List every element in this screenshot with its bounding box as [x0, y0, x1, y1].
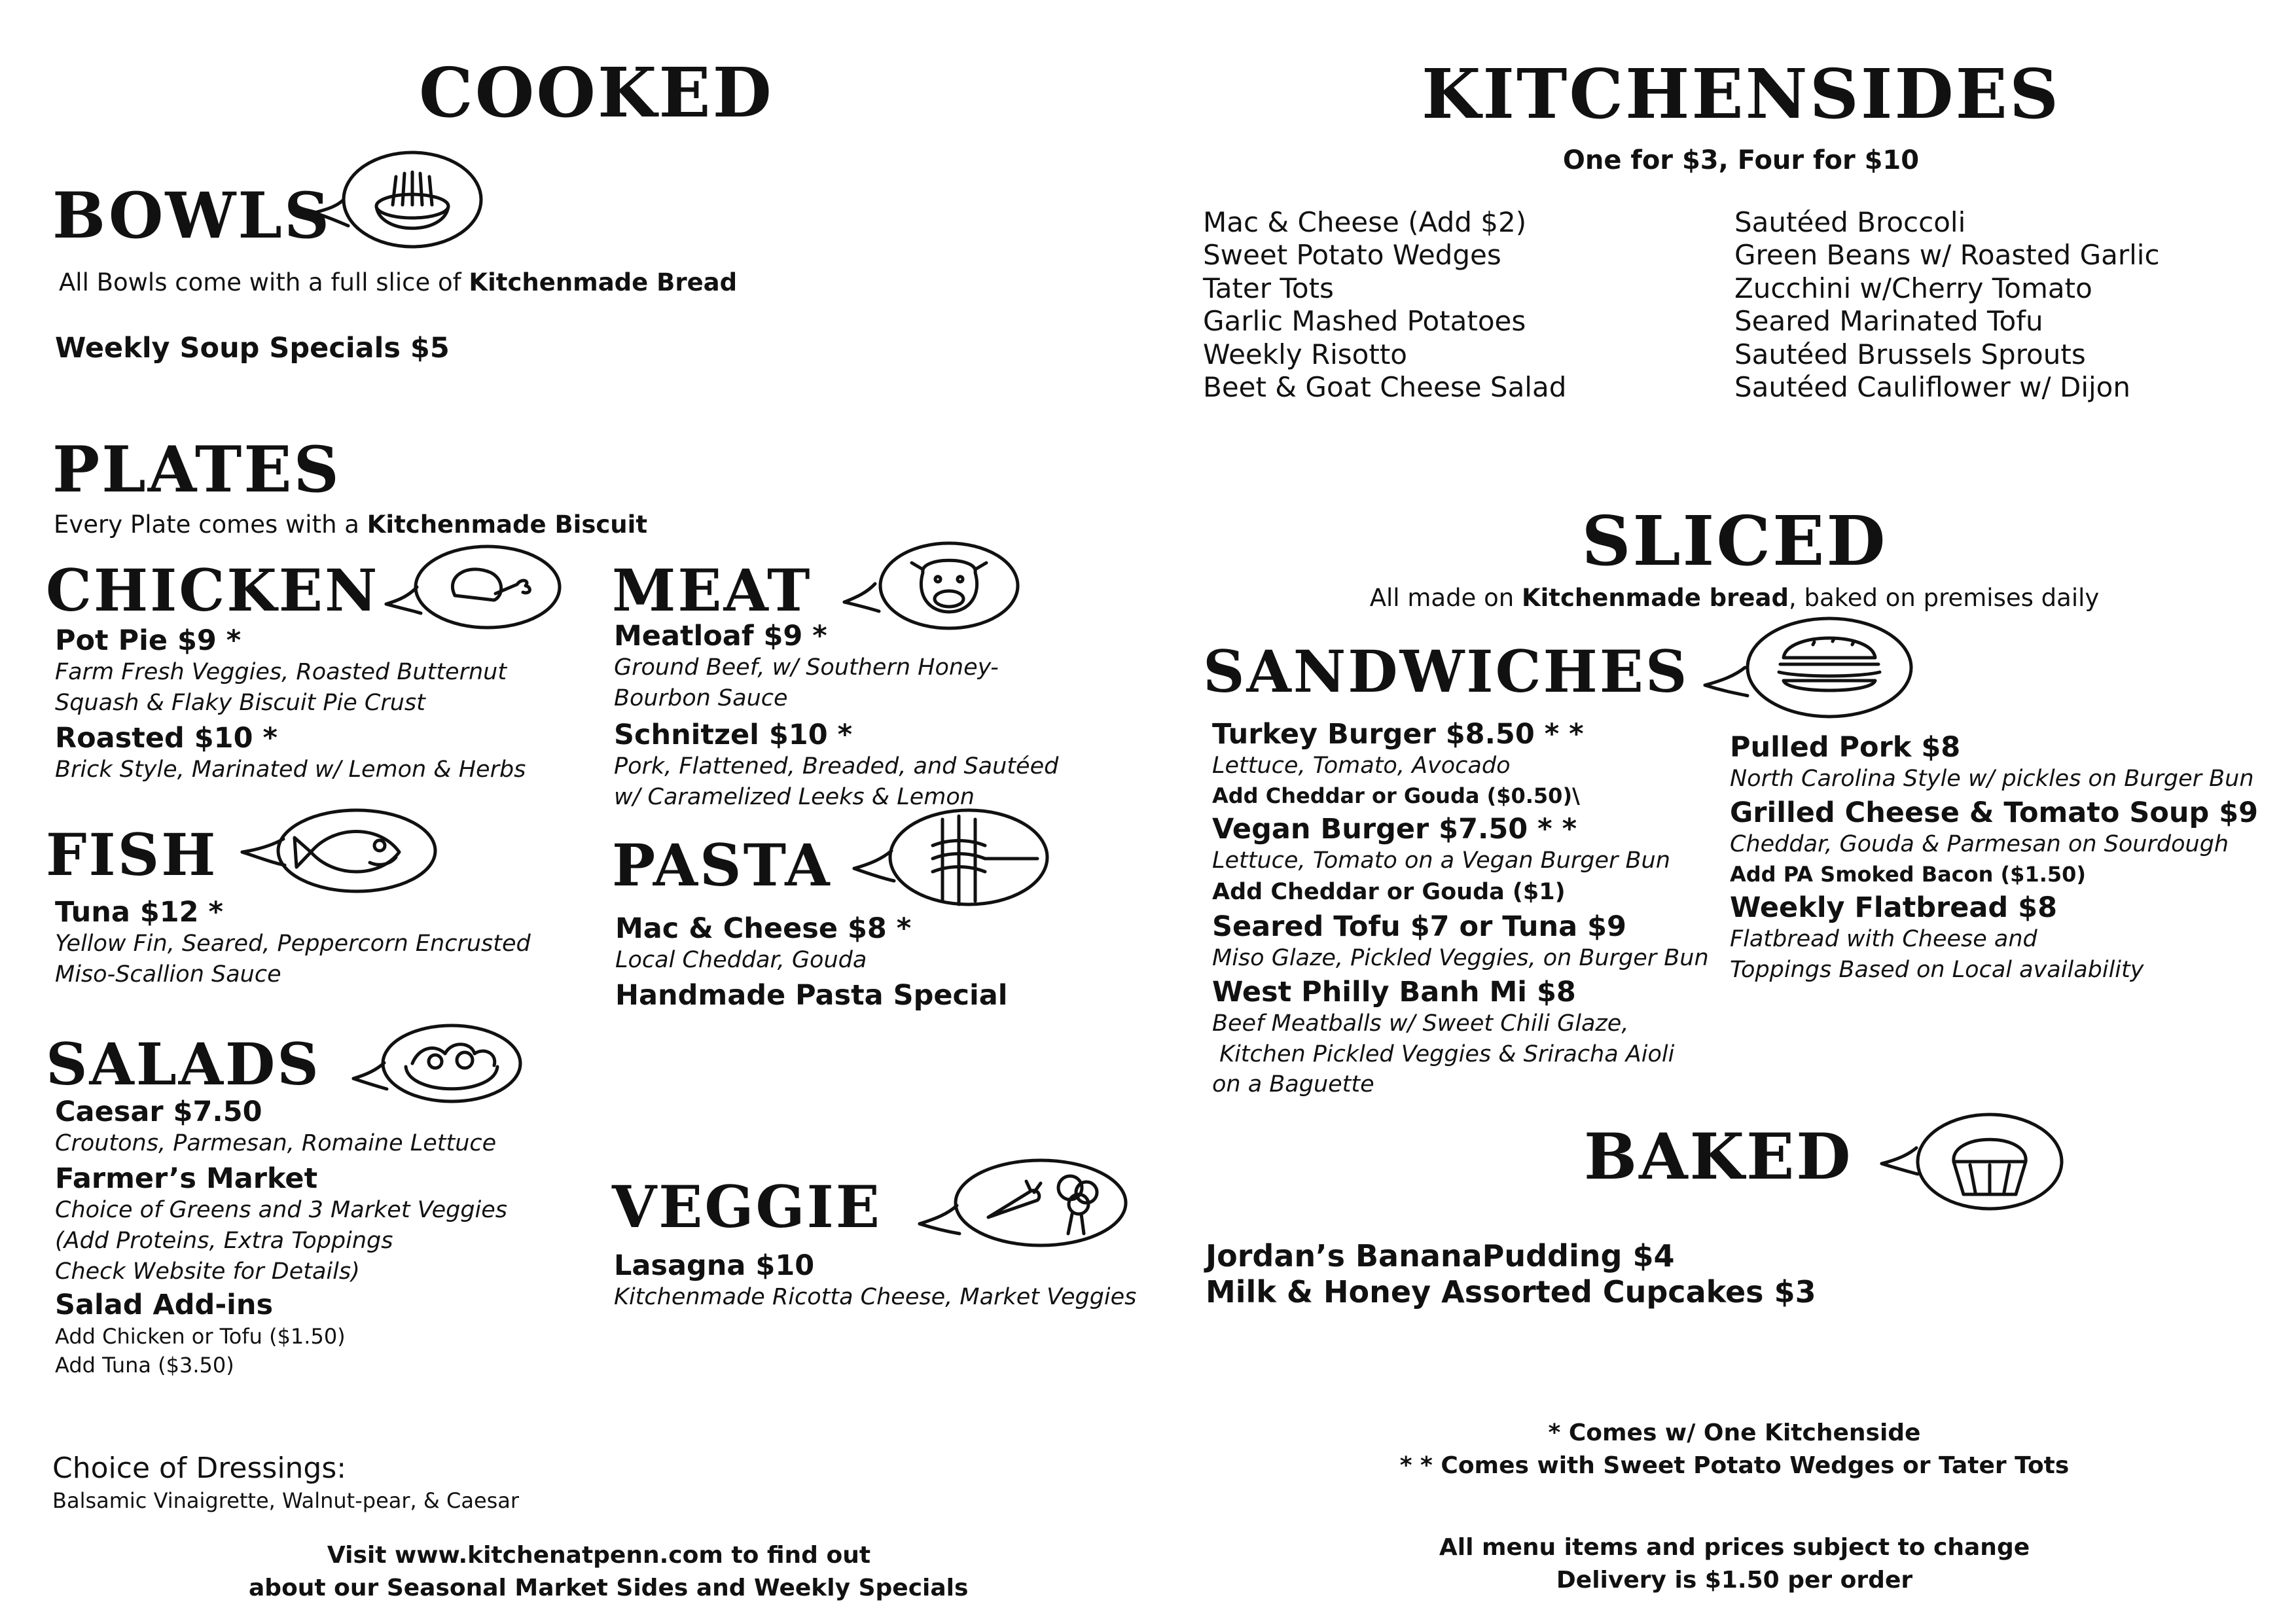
dressings [52, 1452, 519, 1516]
bowls-note: All Bowls come with a full slice of Kitchenmade Bread [59, 268, 738, 296]
sandwich-icon [1702, 612, 1918, 723]
menu-item-name: Grilled Cheese & Tomato Soup $9 [1730, 796, 2259, 829]
chicken-items [55, 625, 526, 785]
baked-items [1206, 1238, 1816, 1310]
menu-item-desc: Bourbon Sauce [614, 685, 788, 711]
menu-item-desc: Local Cheddar, Gouda [615, 947, 867, 974]
menu-item-name: Lasagna $10 [614, 1249, 815, 1282]
menu-item-name: Pulled Pork $8 [1730, 731, 1961, 764]
menu-item-name: Vegan Burger $7.50 * * [1212, 812, 1577, 846]
footnotes: * Comes w/ One Kitchenside * * Comes with Sweet Potato Wedges or Tater Tots [1399, 1419, 2070, 1480]
kitchensides-subtitle: One for $3, Four for $10 [1562, 145, 1920, 175]
side-item: Garlic Mashed Potatoes [1203, 305, 1526, 338]
menu-item-addon: Add Cheddar or Gouda ($1) [1212, 878, 1566, 905]
menu-item-name: Turkey Burger $8.50 * * [1212, 718, 1584, 751]
menu-item-addon: Add Cheddar or Gouda ($0.50)\ [1212, 783, 1580, 808]
pasta-items [615, 913, 1008, 1012]
visit-note: Visit www.kitchenatpenn.com to find out about our Seasonal Market Sides and Weekly Specials [249, 1542, 969, 1602]
menu-item-name: Jordan’s BananaPudding $4 [1206, 1238, 1675, 1274]
side-item: Sautéed Broccoli [1734, 206, 1966, 238]
menu-item-name: Farmer’s Market [55, 1162, 318, 1195]
meat-title: MEAT [612, 556, 812, 624]
menu-item-desc: Brick Style, Marinated w/ Lemon & Herbs [55, 756, 526, 783]
menu-item-name: Milk & Honey Assorted Cupcakes $3 [1206, 1274, 1816, 1310]
menu-item-desc: Beef Meatballs w/ Sweet Chili Glaze, [1212, 1010, 1629, 1037]
menu-item-desc: Choice of Greens and 3 Market Veggies [55, 1197, 508, 1224]
salad-addin: Add Chicken or Tofu ($1.50) [55, 1323, 346, 1349]
soup-bowl-icon [308, 147, 491, 252]
kitchensides-title: KITCHENSIDES [1421, 54, 2061, 134]
veggie-title: VEGGIE [612, 1173, 882, 1241]
menu-item-desc: Miso-Scallion Sauce [55, 961, 281, 988]
bowls-title: BOWLS [52, 179, 332, 253]
menu-item-desc: Farm Fresh Veggies, Roasted Butternut [55, 659, 507, 686]
side-item: Beet & Goat Cheese Salad [1203, 370, 1567, 403]
menu-item-desc: Kitchenmade Ricotta Cheese, Market Veggies [614, 1284, 1137, 1311]
menu-item-desc: Lettuce, Tomato on a Vegan Burger Bun [1212, 847, 1670, 874]
side-item: Mac & Cheese (Add $2) [1203, 206, 1527, 238]
veggie-items [614, 1250, 1136, 1313]
baked-title: BAKED [1584, 1120, 1853, 1194]
meat-items [614, 620, 1058, 812]
pasta-special: Handmade Pasta Special [615, 978, 1008, 1012]
chicken-leg-icon [383, 540, 573, 635]
sliced-title: SLICED [1581, 501, 1888, 581]
menu-item-desc: Toppings Based on Local availability [1730, 956, 2144, 983]
side-item: Seared Marinated Tofu [1734, 305, 2043, 338]
menu-item-name: West Philly Banh Mi $8 [1212, 975, 1576, 1008]
menu-item-desc: Flatbread with Cheese and [1730, 926, 2037, 953]
side-item: Sweet Potato Wedges [1203, 239, 1501, 272]
kitchensides-col1 [1203, 206, 1566, 404]
fish-title: FISH [46, 821, 218, 889]
cooked-title: COOKED [419, 52, 774, 133]
menu-item-desc: on a Baguette [1212, 1071, 1374, 1098]
menu-item-name: Schnitzel $10 * [614, 718, 853, 751]
menu-item-desc: (Add Proteins, Extra Toppings [55, 1227, 393, 1254]
cupcake-icon [1878, 1106, 2068, 1217]
menu-item-desc: Kitchen Pickled Veggies & Sriracha Aioli [1212, 1041, 1675, 1067]
sandwiches-title: SANDWICHES [1203, 637, 1689, 705]
menu-item-desc: Miso Glaze, Pickled Veggies, on Burger Bun [1212, 945, 1709, 972]
menu-item-desc: Yellow Fin, Seared, Peppercorn Encrusted [55, 931, 531, 957]
side-item: Tater Tots [1203, 272, 1334, 304]
dressings-title: Choice of Dressings: [52, 1452, 347, 1485]
side-item: Zucchini w/Cherry Tomato [1734, 272, 2092, 304]
menu-item-name: Pot Pie $9 * [55, 624, 242, 657]
menu-item-name: Weekly Flatbread $8 [1730, 891, 2058, 924]
kitchensides-col2 [1734, 206, 2160, 404]
side-item: Weekly Risotto [1203, 338, 1408, 370]
menu-item-name: Meatloaf $9 * [614, 620, 827, 652]
menu-item-desc: Pork, Flattened, Breaded, and Sautéed [614, 753, 1059, 779]
salad-addins-title: Salad Add-ins [55, 1289, 274, 1322]
menu-item-name: Tuna $12 * [55, 896, 224, 929]
salad-addin: Add Tuna ($3.50) [55, 1353, 234, 1378]
pasta-fork-icon [851, 806, 1054, 911]
menu-item-desc: Squash & Flaky Biscuit Pie Crust [55, 689, 425, 716]
chicken-title: CHICKEN [46, 556, 380, 624]
menu-item-name: Roasted $10 * [55, 721, 278, 755]
sandwiches-right [1730, 732, 2258, 985]
menu-item-name: Caesar $7.50 [55, 1096, 262, 1128]
side-item: Sautéed Brussels Sprouts [1734, 338, 2086, 370]
salads-items [55, 1096, 507, 1380]
fish-icon [239, 805, 445, 900]
plates-title: PLATES [52, 433, 341, 507]
fish-items [55, 897, 531, 990]
menu-item-desc: Cheddar, Gouda & Parmesan on Sourdough [1730, 831, 2229, 858]
plates-note: Every Plate comes with a Kitchenmade Biscuit [54, 510, 648, 539]
salads-title: SALADS [46, 1030, 321, 1098]
pasta-title: PASTA [612, 831, 832, 899]
menu-item-name: Mac & Cheese $8 * [615, 912, 912, 945]
sandwiches-left [1212, 719, 1709, 1100]
disclaimer: All menu items and prices subject to change Delivery is $1.50 per order [1439, 1534, 2030, 1594]
weekly-soup-special: Weekly Soup Specials $5 [55, 332, 450, 365]
menu-item-desc: w/ Caramelized Leeks & Lemon [614, 783, 975, 810]
menu-item-desc: Lettuce, Tomato, Avocado [1212, 753, 1511, 779]
menu-item-desc: Croutons, Parmesan, Romaine Lettuce [55, 1130, 497, 1157]
side-item: Sautéed Cauliflower w/ Dijon [1734, 370, 2131, 403]
menu-item-addon: Add PA Smoked Bacon ($1.50) [1730, 861, 2087, 887]
sliced-note: All made on Kitchenmade bread, baked on premises daily [1369, 584, 2100, 612]
menu-item-desc: Check Website for Details) [55, 1258, 360, 1285]
side-item: Green Beans w/ Roasted Garlic [1734, 239, 2160, 272]
dressings-list: Balsamic Vinaigrette, Walnut-pear, & Caesar [52, 1488, 520, 1513]
menu-item-desc: Ground Beef, w/ Southern Honey- [614, 654, 999, 681]
veggie-icon [916, 1152, 1132, 1250]
menu-item-desc: North Carolina Style w/ pickles on Burger Bun [1730, 766, 2254, 793]
menu-item-name: Seared Tofu $7 or Tuna $9 [1212, 910, 1626, 943]
